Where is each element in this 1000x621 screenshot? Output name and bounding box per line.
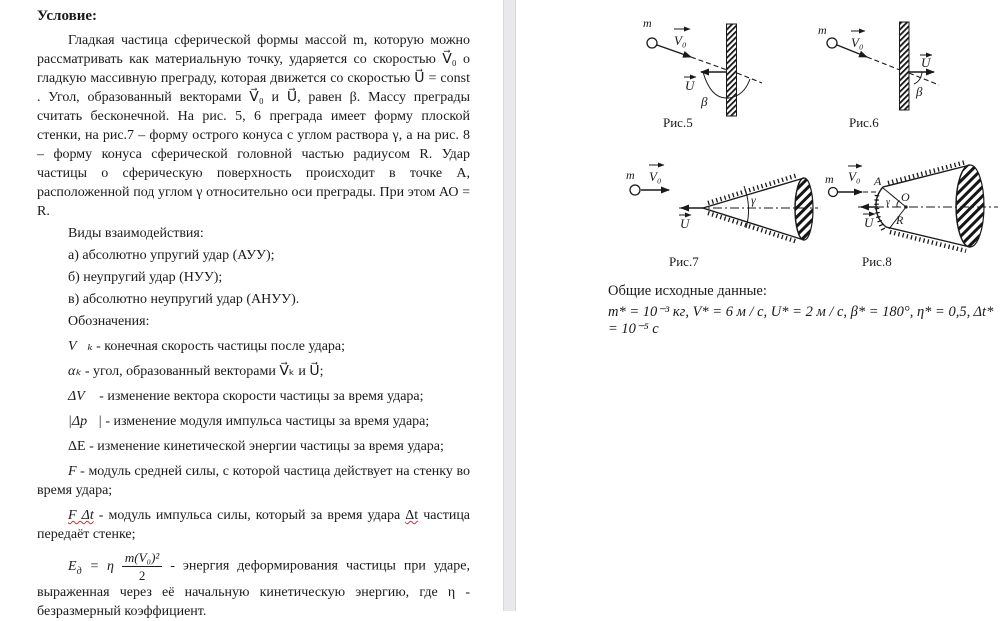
gamma-label: γ [886, 197, 890, 208]
particle-circle [827, 38, 837, 48]
notation-text: - изменение вектора скорости частицы за время удара; [99, 389, 424, 404]
notation-text: - изменение кинетической энергии частицы за время удара; [89, 439, 444, 454]
notation-text: - модуль средней силы, с которой частица действует на стенку во время удара; [37, 464, 471, 498]
figure-7 [600, 145, 830, 273]
u-label: U [685, 78, 695, 93]
figure-8 [820, 145, 1000, 273]
notation-item-vk [37, 337, 470, 356]
general-data-heading: Общие исходные данные: [608, 283, 767, 299]
figure-caption: Рис.5 [663, 115, 693, 130]
symbol-delta-p: |Δp⃗| [68, 414, 102, 429]
symbol-alpha-k: αₖ [68, 364, 82, 379]
wall-hatched [727, 24, 737, 116]
trajectory-extension-dashed [909, 73, 939, 85]
problem-statement-column [37, 8, 470, 621]
view-item-b: б) неупругий удар (НУУ); [68, 270, 223, 285]
energy-fraction: $\frac{\text{m(V₀)²}}{2}$ [122, 550, 162, 583]
view-item-c: в) абсолютно неупругий удар (АНУУ). [68, 292, 300, 307]
figure-5 [615, 10, 795, 132]
energy-dash: - [170, 558, 175, 574]
figure-caption: Рис.7 [669, 254, 699, 269]
notation-item-de [37, 437, 470, 456]
energy-text: энергия деформирования частицы при ударе, выраженная через её начальную кинетическую энергию, где η - безразмерный коэффициент. [37, 558, 470, 619]
symbol-f: F [68, 464, 77, 479]
notation-item-fdt [37, 506, 470, 544]
figure-caption: Рис.8 [862, 254, 892, 269]
trajectory-dashed-line [691, 57, 727, 70]
v0-label: V₀ [674, 33, 687, 48]
spherical-nose-cone-body [876, 165, 970, 247]
notation-heading: Обозначения: [68, 314, 150, 329]
delta-t-marked: Δt [405, 508, 419, 523]
notation-text: - модуль импульса силы, который за время удара [98, 508, 401, 523]
notation-text: - угол, образованный векторами V⃗ₖ и U⃗; [84, 364, 324, 379]
figure-6 [805, 10, 1000, 132]
wall-hatched [900, 22, 910, 110]
mass-label: m [825, 172, 834, 186]
gamma-label: γ [751, 193, 756, 207]
notation-item-alpha [37, 362, 470, 381]
general-data-values: m* = 10⁻³ кг, V* = 6 м / с, U* = 2 м / с, β* = 180°, η* = 0,5, Δt* = 10⁻⁵ с [608, 304, 994, 337]
mass-label: m [818, 23, 827, 37]
view-item-a: а) абсолютно упругий удар (АУУ); [68, 248, 275, 263]
notation-item-f [37, 462, 470, 500]
notation-item-dp [37, 412, 470, 431]
notation-text: - изменение модуля импульса частицы за время удара; [105, 414, 430, 429]
problem-paragraph: Гладкая частица сферической формы массой m, которую можно рассматривать как материальную точку, ударяется со скоростью V⃗₀ о гладкую массивную преграду, которая движется со скоростью U⃗ = const . Угол, образованный векторами V⃗₀ и U⃗, равен β. Массу преграды считать бесконечной. На рис. 5, 6 преграда имеет форму плоской стенки, на рис.7 – форму острого конуса с углом раствора γ, а на рис. 8 – форму конуса сферической головной частью радиусом R. Удар частицы о сферическую поверхность происходит в точке А, расположенной под углом γ относительно оси преграды. При этом АО = R. [37, 33, 470, 219]
particle-circle [630, 185, 640, 195]
mass-label: m [626, 168, 635, 182]
deformation-energy-item [37, 550, 470, 621]
symbol-delta-e: ΔЕ [68, 439, 86, 454]
trajectory-dashed-line [867, 57, 900, 70]
notation-text: частица передаёт стенке; [37, 508, 471, 542]
symbol-delta-v: ΔV⃗ [68, 389, 96, 404]
radius-r-label: R [896, 213, 904, 227]
notation-item-dv [37, 387, 470, 406]
notation-text: - конечная скорость частицы после удара; [96, 339, 346, 354]
condition-heading: Условие: [37, 8, 97, 24]
beta-angle-arc [914, 72, 922, 84]
particle-circle [829, 188, 838, 197]
beta-label: β [701, 94, 708, 109]
page-gap-divider [503, 0, 516, 611]
figure-caption: Рис.6 [849, 115, 879, 130]
particle-circle [647, 38, 657, 48]
beta-label: β [916, 84, 923, 99]
symbol-f-delta-t: F Δt [68, 508, 94, 523]
point-a-label: A [874, 174, 882, 188]
u-label: U [921, 55, 931, 70]
energy-lhs: $E_д = \eta$ [68, 558, 114, 577]
v0-label: V₀ [851, 35, 864, 50]
symbol-vk: V⃗ₖ [68, 339, 93, 354]
u-label: U [864, 215, 874, 230]
v0-label: V₀ [649, 169, 662, 184]
mass-label: m [643, 16, 652, 30]
v0-label: V₀ [848, 169, 861, 184]
center-o-label: O [901, 190, 910, 204]
u-label: U [680, 216, 690, 231]
views-heading: Виды взаимодействия: [68, 226, 204, 241]
